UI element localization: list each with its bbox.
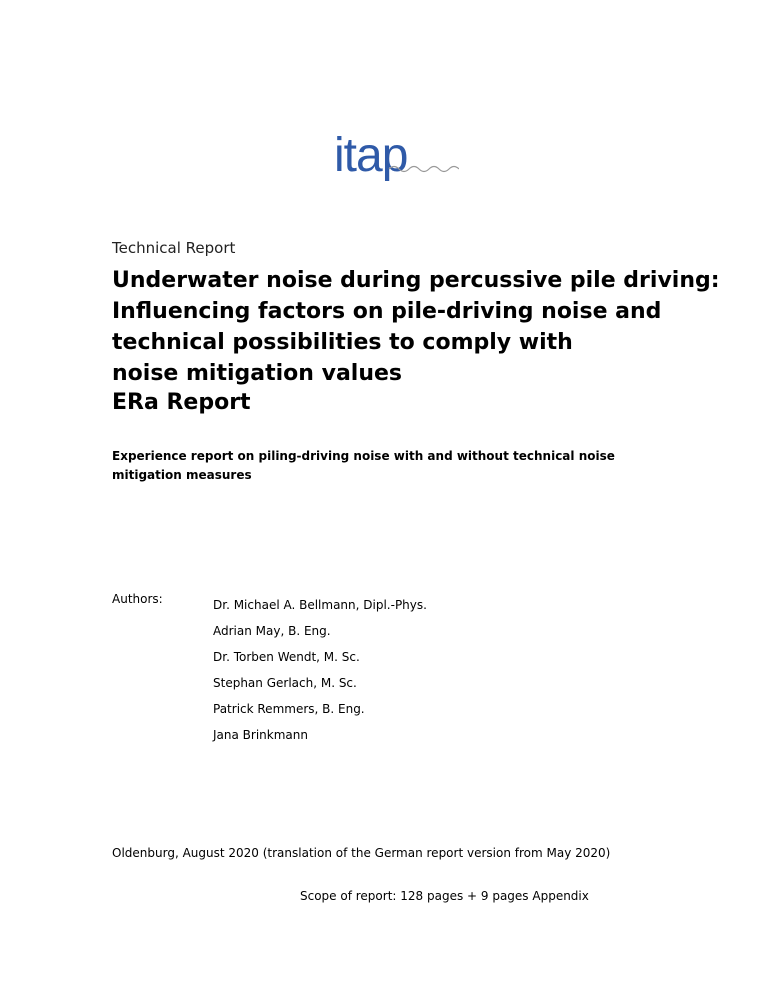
authors-label: Authors: [112,592,163,606]
report-title [112,265,720,389]
place-date: Oldenburg, August 2020 (translation of the German report version from May 2020) [112,846,611,860]
logo-text: itap [334,129,408,182]
author: Dr. Michael A. Bellmann, Dipl.-Phys. [213,598,427,612]
author: Dr. Torben Wendt, M. Sc. [213,650,360,664]
itap-logo [334,128,459,190]
author: Patrick Remmers, B. Eng. [213,702,365,716]
report-scope: Scope of report: 128 pages + 9 pages Appendix [300,889,589,903]
authors-list [213,592,427,748]
title-line: Influencing factors on pile-driving noise and [112,299,662,324]
author: Jana Brinkmann [213,728,308,742]
wave-icon [334,128,459,190]
author: Adrian May, B. Eng. [213,624,331,638]
subtitle: Experience report on piling-driving noise with and without technical noise mitigation measures [112,449,615,482]
report-type: Technical Report [112,239,236,257]
title-line: technical possibilities to comply with [112,330,573,355]
title-line: Underwater noise during percussive pile driving: [112,268,720,293]
report-name: ERa Report [112,390,251,415]
title-line: noise mitigation values [112,361,403,386]
author: Stephan Gerlach, M. Sc. [213,676,357,690]
